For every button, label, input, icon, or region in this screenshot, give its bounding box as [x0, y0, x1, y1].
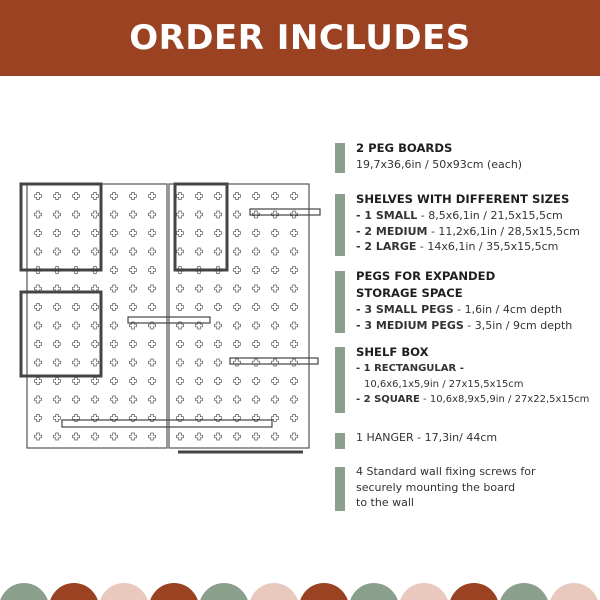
- peg-hole: [130, 230, 137, 237]
- peg-hole: [177, 211, 184, 218]
- peg-hole: [177, 341, 184, 348]
- peg-hole: [291, 378, 298, 385]
- item-detail-strong: - 1 SMALL: [356, 209, 418, 222]
- peg-hole: [291, 341, 298, 348]
- peg-hole: [92, 248, 99, 255]
- item-detail: [356, 361, 589, 377]
- peg-hole: [35, 322, 42, 329]
- peg-hole: [272, 433, 279, 440]
- footer-circle: [399, 583, 449, 600]
- peg-hole: [149, 304, 156, 311]
- peg-hole: [111, 267, 118, 274]
- item-detail-strong: - 2 LARGE: [356, 240, 417, 253]
- peg-hole: [253, 359, 260, 366]
- peg-hole: [130, 267, 137, 274]
- peg-hole: [130, 193, 137, 200]
- peg-hole: [234, 359, 241, 366]
- peg-hole: [291, 433, 298, 440]
- peg-hole: [149, 359, 156, 366]
- peg-hole: [35, 211, 42, 218]
- peg-hole: [272, 304, 279, 311]
- peg-hole: [92, 322, 99, 329]
- item-detail: 10,6x6,1x5,9in / 27x15,5x15cm: [364, 378, 524, 390]
- pegboard-frame: [21, 184, 320, 452]
- item-detail: [356, 239, 580, 255]
- peg-hole: [73, 433, 80, 440]
- peg-hole: [54, 211, 61, 218]
- peg-hole: [177, 193, 184, 200]
- peg-hole: [149, 341, 156, 348]
- peg-hole: [234, 193, 241, 200]
- peg-hole: [253, 322, 260, 329]
- item-detail-rest: - 11,2x6,1in / 28,5x15,5cm: [427, 224, 580, 238]
- peg-hole: [111, 304, 118, 311]
- peg-hole: [111, 211, 118, 218]
- peg-hole: [149, 267, 156, 274]
- peg-hole: [272, 322, 279, 329]
- peg-hole: [253, 267, 260, 274]
- peg-hole: [73, 304, 80, 311]
- peg-hole: [92, 433, 99, 440]
- item-detail: 4 Standard wall fixing screws for: [356, 465, 536, 478]
- footer-circle: [99, 583, 149, 600]
- peg-hole: [149, 211, 156, 218]
- peg-hole: [272, 248, 279, 255]
- peg-hole: [196, 211, 203, 218]
- peg-hole: [111, 359, 118, 366]
- item-detail-strong: - 1 RECTANGULAR -: [356, 363, 464, 374]
- peg-hole: [130, 285, 137, 292]
- peg-hole: [253, 285, 260, 292]
- peg-hole: [253, 230, 260, 237]
- peg-hole: [272, 359, 279, 366]
- item-detail-strong: - 3 MEDIUM PEGS: [356, 318, 464, 332]
- accent-bar: [335, 143, 345, 173]
- peg-hole: [234, 378, 241, 385]
- peg-hole: [215, 359, 222, 366]
- peg-hole: [196, 230, 203, 237]
- item-heading: 2 PEG BOARDS: [356, 141, 453, 155]
- peg-hole: [215, 341, 222, 348]
- item-detail-rest: - 1,6in / 4cm depth: [453, 303, 563, 316]
- peg-hole: [35, 248, 42, 255]
- peg-hole: [149, 396, 156, 403]
- item-detail: to the wall: [356, 496, 414, 509]
- footer-circle: [0, 583, 49, 600]
- item-detail: [356, 392, 589, 408]
- peg-hole: [215, 433, 222, 440]
- peg-hole: [111, 322, 118, 329]
- peg-hole: [35, 415, 42, 422]
- peg-hole: [92, 304, 99, 311]
- item-detail-strong: - 3 SMALL PEGS: [356, 303, 454, 316]
- peg-hole: [234, 304, 241, 311]
- peg-hole: [177, 359, 184, 366]
- peg-hole: [253, 193, 260, 200]
- item-detail: 19,7x36,6in / 50x93cm (each): [356, 158, 523, 171]
- peg-hole: [177, 285, 184, 292]
- peg-hole: [291, 193, 298, 200]
- peg-hole: [253, 396, 260, 403]
- peg-hole: [215, 322, 222, 329]
- peg-hole: [130, 304, 137, 311]
- peg-hole: [234, 267, 241, 274]
- peg-hole: [149, 433, 156, 440]
- footer-circle: [49, 583, 99, 600]
- peg-hole: [149, 285, 156, 292]
- peg-hole: [92, 341, 99, 348]
- peg-hole: [272, 193, 279, 200]
- peg-hole: [291, 267, 298, 274]
- peg-hole: [54, 248, 61, 255]
- peg-hole: [73, 230, 80, 237]
- accent-bar: [335, 194, 345, 256]
- peg-hole: [130, 211, 137, 218]
- accent-bar: [335, 271, 345, 333]
- list-item-hanger: [335, 430, 497, 446]
- peg-hole: [234, 211, 241, 218]
- peg-hole: [291, 230, 298, 237]
- item-heading: STORAGE SPACE: [356, 286, 463, 300]
- peg-hole: [253, 248, 260, 255]
- peg-hole: [272, 341, 279, 348]
- peg-hole: [111, 396, 118, 403]
- peg-hole: [291, 396, 298, 403]
- peg-hole: [54, 415, 61, 422]
- peg-hole: [253, 341, 260, 348]
- peg-hole: [196, 285, 203, 292]
- peg-hole: [111, 378, 118, 385]
- peg-hole: [54, 230, 61, 237]
- peg-hole: [215, 378, 222, 385]
- list-item-peg-boards: [335, 140, 522, 173]
- peg-hole: [149, 193, 156, 200]
- peg-hole: [196, 341, 203, 348]
- left-board: [27, 184, 167, 448]
- peg-hole: [234, 230, 241, 237]
- peg-hole: [234, 285, 241, 292]
- item-detail: [356, 302, 572, 318]
- peg-hole: [54, 322, 61, 329]
- peg-hole: [92, 230, 99, 237]
- peg-hole: [111, 248, 118, 255]
- peg-hole: [54, 193, 61, 200]
- item-detail: [356, 224, 580, 240]
- shelf-box-left-bottom: [21, 292, 101, 376]
- footer-circle: [149, 583, 199, 600]
- item-heading: SHELVES WITH DIFFERENT SIZES: [356, 192, 570, 206]
- peg-hole: [35, 341, 42, 348]
- peg-hole: [111, 341, 118, 348]
- peg-hole: [111, 285, 118, 292]
- pegboard-illustration: [18, 172, 328, 462]
- item-heading: PEGS FOR EXPANDED: [356, 269, 496, 283]
- peg-hole: [196, 248, 203, 255]
- item-detail-rest: - 14x6,1in / 35,5x15,5cm: [416, 240, 559, 253]
- peg-hole: [130, 396, 137, 403]
- peg-hole: [149, 230, 156, 237]
- shelf-box-left-top: [21, 184, 101, 270]
- peg-hole: [291, 248, 298, 255]
- peg-hole: [35, 230, 42, 237]
- peg-hole: [177, 433, 184, 440]
- peg-hole: [196, 396, 203, 403]
- footer-circle: [349, 583, 399, 600]
- peg-hole: [73, 322, 80, 329]
- peg-hole: [130, 359, 137, 366]
- peg-hole: [253, 433, 260, 440]
- peg-hole: [130, 341, 137, 348]
- peg-hole: [272, 267, 279, 274]
- peg-hole: [54, 304, 61, 311]
- peg-hole: [291, 359, 298, 366]
- list-item-screws: [335, 464, 536, 511]
- peg-hole: [215, 396, 222, 403]
- peg-hole: [253, 304, 260, 311]
- peg-hole: [54, 341, 61, 348]
- footer-circle: [249, 583, 299, 600]
- peg-hole: [35, 359, 42, 366]
- peg-hole: [234, 433, 241, 440]
- item-detail-rest: - 3,5in / 9cm depth: [463, 318, 573, 332]
- peg-hole: [73, 211, 80, 218]
- item-detail: [356, 208, 580, 224]
- shelf-box-right: [175, 184, 227, 270]
- peg-hole: [234, 322, 241, 329]
- peg-hole: [92, 193, 99, 200]
- peg-hole: [234, 396, 241, 403]
- page-title: ORDER INCLUDES: [129, 18, 471, 58]
- peg-hole: [196, 433, 203, 440]
- footer-circle: [499, 583, 549, 600]
- peg-hole: [111, 193, 118, 200]
- right-board: [169, 184, 309, 448]
- peg-hole: [111, 230, 118, 237]
- peg-hole: [272, 378, 279, 385]
- pegboard-holes: [35, 193, 298, 441]
- peg-hole: [215, 304, 222, 311]
- peg-hole: [291, 322, 298, 329]
- item-detail-rest: - 8,5x6,1in / 21,5x15,5cm: [417, 209, 563, 222]
- list-item-shelves: [335, 191, 580, 255]
- peg-hole: [130, 433, 137, 440]
- peg-hole: [149, 248, 156, 255]
- peg-hole: [177, 248, 184, 255]
- peg-hole: [253, 378, 260, 385]
- footer-circle: [449, 583, 499, 600]
- peg-hole: [234, 341, 241, 348]
- peg-hole: [35, 193, 42, 200]
- peg-hole: [196, 359, 203, 366]
- peg-hole: [130, 378, 137, 385]
- peg-hole: [73, 378, 80, 385]
- peg-hole: [215, 248, 222, 255]
- peg-hole: [215, 230, 222, 237]
- peg-hole: [54, 433, 61, 440]
- peg-hole: [35, 304, 42, 311]
- peg-hole: [73, 341, 80, 348]
- peg-hole: [92, 359, 99, 366]
- peg-hole: [92, 396, 99, 403]
- peg-hole: [291, 285, 298, 292]
- peg-hole: [35, 378, 42, 385]
- peg-hole: [196, 304, 203, 311]
- peg-hole: [291, 304, 298, 311]
- peg-hole: [54, 359, 61, 366]
- footer-decoration: [0, 582, 600, 600]
- peg-hole: [272, 285, 279, 292]
- accent-bar: [335, 467, 345, 511]
- peg-hole: [73, 396, 80, 403]
- list-item-shelf-box: [335, 344, 589, 408]
- peg-hole: [35, 396, 42, 403]
- list-item-pegs: [335, 268, 572, 333]
- peg-hole: [272, 230, 279, 237]
- peg-hole: [73, 193, 80, 200]
- peg-hole: [196, 378, 203, 385]
- peg-hole: [149, 378, 156, 385]
- peg-hole: [177, 396, 184, 403]
- peg-hole: [177, 230, 184, 237]
- footer-circle: [299, 583, 349, 600]
- peg-hole: [111, 433, 118, 440]
- peg-hole: [73, 359, 80, 366]
- peg-hole: [234, 248, 241, 255]
- header-banner: [0, 0, 600, 76]
- item-detail-strong: - 2 MEDIUM: [356, 224, 428, 238]
- peg-hole: [272, 396, 279, 403]
- accent-bar: [335, 347, 345, 413]
- footer-circle: [199, 583, 249, 600]
- peg-hole: [215, 285, 222, 292]
- accent-bar: [335, 433, 345, 449]
- item-detail: [356, 318, 572, 334]
- item-heading: SHELF BOX: [356, 345, 429, 359]
- item-detail: securely mounting the board: [356, 480, 516, 494]
- peg-hole: [130, 248, 137, 255]
- peg-hole: [35, 433, 42, 440]
- peg-hole: [54, 378, 61, 385]
- peg-hole: [73, 248, 80, 255]
- peg-hole: [92, 211, 99, 218]
- peg-hole: [54, 396, 61, 403]
- footer-circle: [549, 583, 599, 600]
- item-detail: 1 HANGER - 17,3in/ 44cm: [356, 431, 498, 444]
- peg-hole: [177, 378, 184, 385]
- peg-hole: [215, 211, 222, 218]
- peg-hole: [177, 304, 184, 311]
- peg-hole: [215, 193, 222, 200]
- item-detail-strong: - 2 SQUARE: [356, 394, 420, 405]
- peg-hole: [196, 193, 203, 200]
- peg-hole: [291, 415, 298, 422]
- item-detail-rest: - 10,6x8,9x5,9in / 27x22,5x15cm: [419, 394, 590, 405]
- peg-hole: [92, 378, 99, 385]
